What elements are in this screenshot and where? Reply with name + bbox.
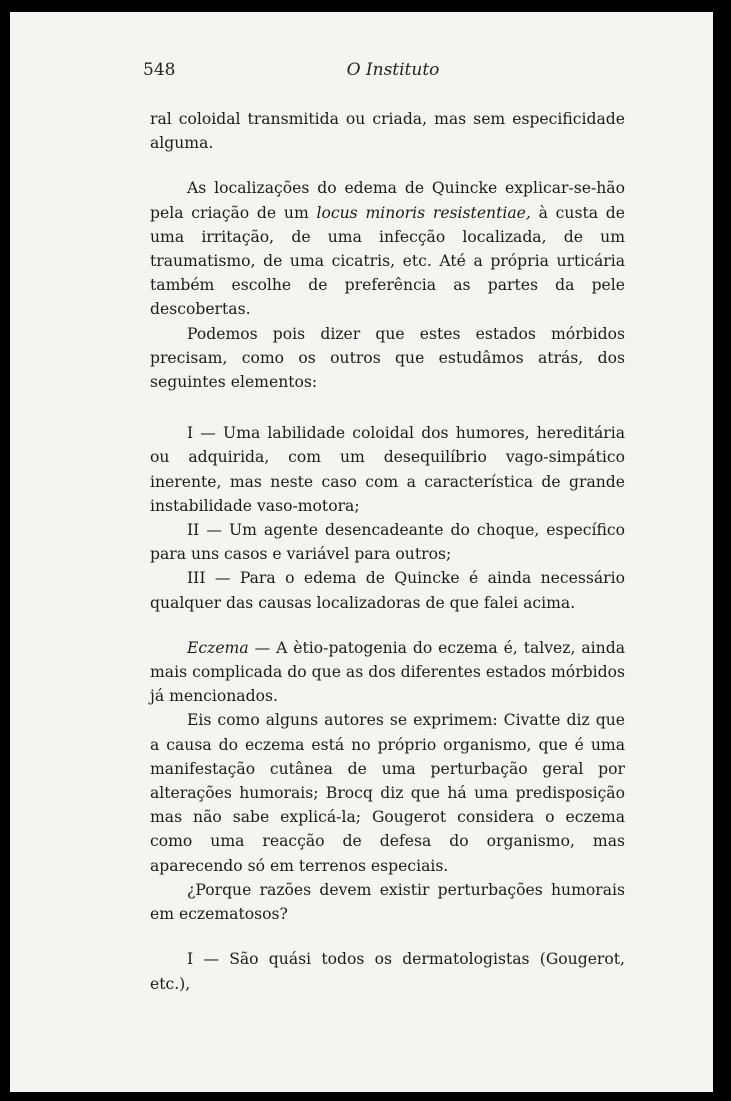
italic-latin-term: locus minoris resistentiae, — [316, 203, 531, 222]
list-item: I — São quási todos os dermatologistas (Gougerot, etc.), — [150, 950, 625, 993]
list-item: III — Para o edema de Quincke é ainda necessário qualquer das causas localizadoras de que falei acima. — [150, 569, 625, 612]
running-title: O Instituto — [346, 60, 440, 80]
page-number: 548 — [143, 60, 176, 80]
paragraph-text: — A ètio-patogenia do eczema é, talvez, ainda mais complicada do que as dos diferentes estados mórbidos já mencionados. — [150, 638, 625, 706]
list-item: I — Uma labilidade coloidal dos humores, hereditária ou adquirida, com um desequilíbrio vago-simpático inerente, mas neste caso com a característica de grande instabilidade vaso-motora; — [150, 424, 625, 515]
body-text — [150, 107, 625, 996]
paragraph — [150, 176, 625, 321]
list-item: II — Um agente desencadeante do choque, específico para uns casos e variável para outros; — [150, 521, 625, 564]
paragraph: Eis como alguns autores se exprimem: Civatte diz que a causa do eczema está no próprio organismo, que é uma manifestação cutânea de uma perturbação geral por alterações humorais; Brocq diz que há uma predisposição mas não sabe explicá-la; Gougerot considera o eczema como uma reacção de defesa do organismo, mas aparecendo só em terrenos especiais. — [150, 711, 625, 875]
paragraph: Podemos pois dizer que estes estados mórbidos precisam, como os outros que estudâmos atrás, dos seguintes elementos: — [150, 324, 625, 392]
paragraph — [150, 636, 625, 709]
paragraph-text: à custa de uma irritação, de uma infecção localizada, de um traumatismo, de uma cicatris, etc. Até a própria urticária também escolhe de preferência as partes da pele descobertas. — [150, 203, 626, 319]
paragraph: ¿Porque razões devem existir perturbações humorais em eczematosos? — [150, 880, 625, 924]
paragraph: ral coloidal transmitida ou criada, mas sem especificidade alguma. — [150, 110, 625, 153]
section-heading-eczema: Eczema — [187, 638, 249, 657]
paragraph-text: As localizações do edema de Quincke explicar-se-hão pela criação de um — [150, 179, 625, 222]
page-header — [143, 60, 623, 86]
